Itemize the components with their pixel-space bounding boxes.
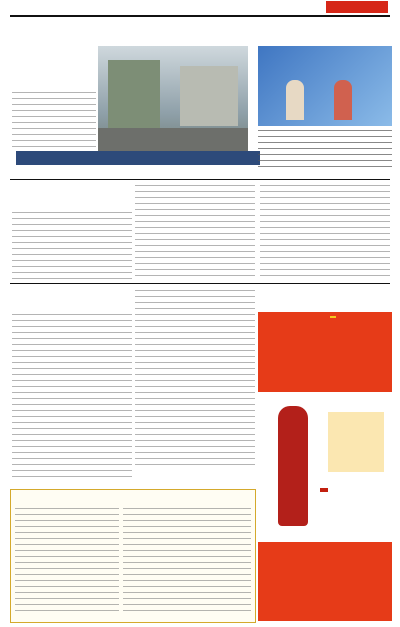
notice1-body-col1 <box>12 212 132 280</box>
ad-tag <box>330 316 336 318</box>
header-rule <box>10 15 390 17</box>
bottom-story-box <box>10 489 256 623</box>
bottom-story-body-col1 <box>15 508 119 616</box>
bottom-story-body-col2 <box>123 508 251 616</box>
gift-bottle-icon <box>278 406 308 526</box>
notice1-body-col2 <box>135 185 255 280</box>
photo-tree-left <box>108 60 160 130</box>
ad-brand-bar <box>258 288 392 312</box>
story1-caption-bar <box>16 151 260 165</box>
photo-building <box>180 66 238 126</box>
story2-body <box>258 130 392 170</box>
ad-gift-area <box>258 392 392 542</box>
notice1-body-col3 <box>260 185 390 280</box>
masthead-logo <box>326 1 388 13</box>
section-divider-2 <box>10 283 390 284</box>
photo-person-1 <box>286 80 304 120</box>
notice2-body-col1 <box>12 314 132 478</box>
story2-photo <box>258 46 392 126</box>
story1-body <box>12 92 96 150</box>
ad-panel <box>258 288 392 621</box>
photo-person-2 <box>334 80 352 120</box>
issue-date <box>12 3 15 10</box>
notice2-body-col2 <box>135 290 255 470</box>
gift-box-icon <box>328 412 384 472</box>
section-divider-1 <box>10 179 390 180</box>
ad-section2 <box>320 488 328 492</box>
story1-photo <box>98 46 248 158</box>
